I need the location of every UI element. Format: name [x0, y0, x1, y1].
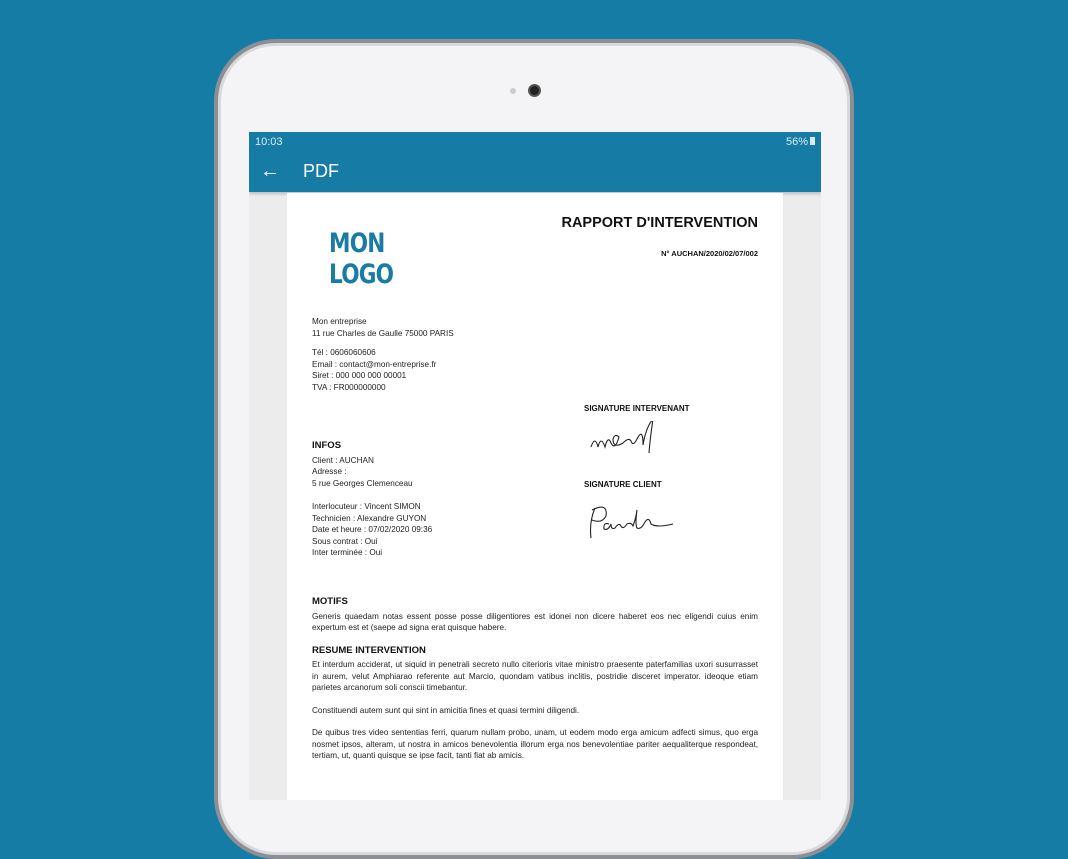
logo-line: LOGO	[329, 259, 394, 290]
client: Client : AUCHAN	[312, 455, 374, 465]
resume-paragraph: Et interdum acciderat, ut siquid in penetrali secreto nullo citerioris vitae ministro praesente paterfamilias uxori susurrasset in aurem, velut Amphiarao referente aut Marcio, quondam vatibus inclitis, postridie disceret imperator. ideoque etiam parietes arcanorum soli conscii timebantur.	[312, 660, 758, 692]
address: 5 rue Georges Clemenceau	[312, 478, 413, 488]
resume-paragraph: De quibus tres video sententias ferri, quarum nullam probo, unam, ut eodem modo erga amicum adfecti simus, quo erga nosmet ipsos, alteram, ut nostra in amicos benevolentia illorum erga nos benevolentiae pariter aequaliterque respondeat, tertiam, ut, quanti quisque se ipse facit, tanti fiat ab amicis.	[312, 728, 758, 760]
app-title: PDF	[303, 161, 339, 181]
tva: TVA : FR000000000	[312, 382, 386, 392]
address-label: Adresse :	[312, 467, 347, 476]
sensor	[510, 88, 516, 94]
company-block	[312, 316, 454, 393]
report-title: RAPPORT D'INTERVENTION	[561, 215, 758, 231]
back-arrow-icon[interactable]: ←	[260, 160, 280, 182]
logo	[329, 228, 393, 290]
motifs-text: Generis quaedam notas essent posse posse diligentiores est idonei non dicere haberet eos nec eligendi cuius enim expertum est et (saepe ad signa erat quisque habere.	[312, 611, 758, 632]
signature-technician	[587, 421, 697, 461]
contact-person: Interlocuteur : Vincent SIMON	[312, 502, 421, 511]
status-bar	[249, 132, 821, 151]
siret: Siret : 000 000 000 00001	[312, 371, 407, 380]
signature-client-label: SIGNATURE CLIENT	[584, 480, 662, 489]
resume-paragraph: Constituendi autem sunt qui sint in amicitia fines et quasi termini diligendi.	[312, 705, 580, 715]
logo-line: MON	[329, 228, 385, 259]
motifs-heading: MOTIFS	[312, 596, 348, 607]
battery-level: 56%	[785, 135, 808, 148]
motifs-section	[312, 596, 758, 773]
status-time: 10:03	[255, 135, 283, 148]
under-contract: Sous contrat : Oui	[312, 536, 378, 546]
screen	[249, 132, 821, 800]
pdf-page	[287, 193, 783, 800]
company-name: Mon entreprise	[312, 317, 367, 326]
battery	[786, 136, 815, 148]
resume-heading: RESUME INTERVENTION	[312, 644, 426, 656]
phone: Tél : 0606060606	[312, 348, 376, 357]
app-bar	[249, 151, 821, 192]
technician: Technicien : Alexandre GUYON	[312, 513, 427, 523]
signature-technician-label: SIGNATURE INTERVENANT	[584, 404, 690, 413]
camera	[528, 84, 541, 97]
infos-heading: INFOS	[312, 440, 342, 451]
signature-client	[587, 498, 702, 543]
infos-block	[312, 440, 432, 559]
date-time: Date et heure : 07/02/2020 09:36	[312, 525, 433, 534]
battery-icon	[810, 137, 815, 145]
company-address: 11 rue Charles de Gaulle 75000 PARIS	[312, 328, 454, 338]
intervention-finished: Inter terminée : Oui	[312, 548, 383, 557]
report-number: N° AUCHAN/2020/02/07/002	[661, 249, 758, 258]
email: Email : contact@mon-entreprise.fr	[312, 359, 437, 369]
